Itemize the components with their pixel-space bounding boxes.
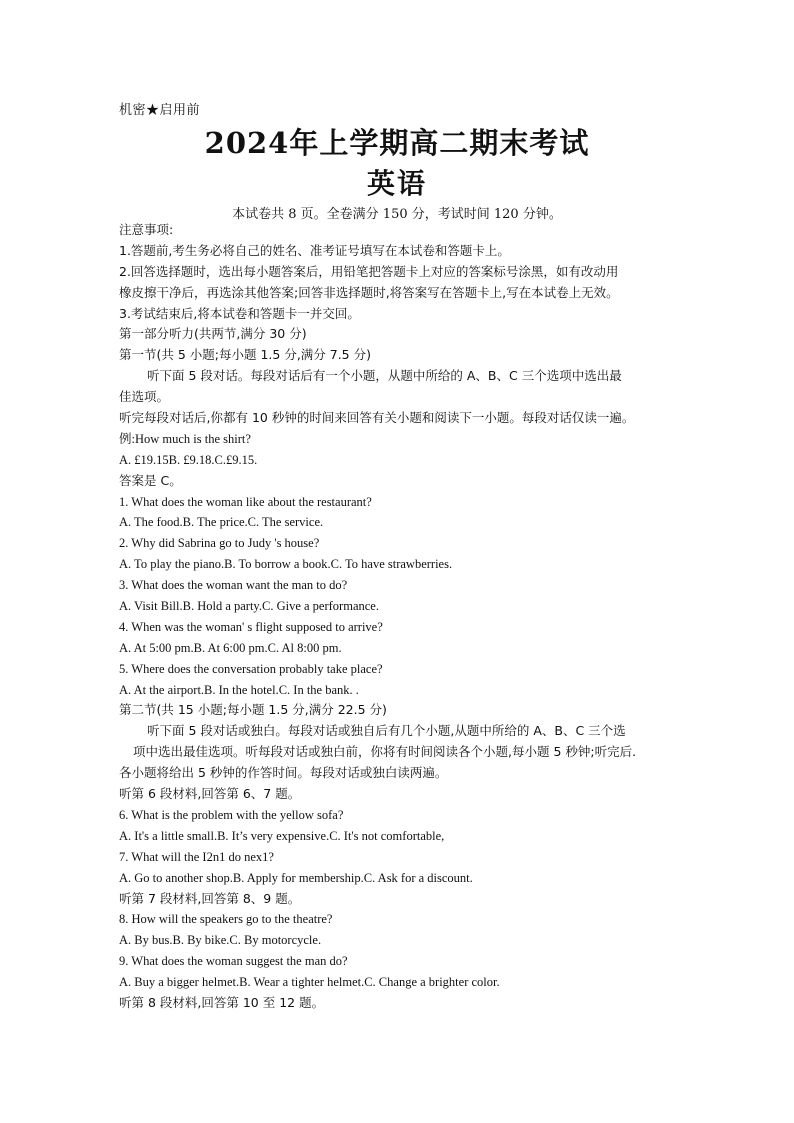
exam-body: [119, 220, 679, 1014]
text-line: 听下面 5 段对话或独白。每段对话或独自后有几个小题,从题中所给的 A、B、C 三个选: [147, 723, 626, 739]
text-line: A. It's a little small.B. It’s very expensive.C. It's not comfortable,: [119, 828, 445, 843]
text-line: 第一部分听力(共两节,满分 30 分): [119, 326, 307, 342]
text-line: 2. Why did Sabrina go to Judy 's house?: [119, 536, 320, 551]
text-line: 3.考试结束后,将本试卷和答题卡一并交回。: [119, 305, 360, 321]
text-line: 项中选出最佳选项。听每段对话或独白前，你将有时间阅读各个小题,每小题 5 秒钟;听完后.: [133, 744, 637, 760]
text-line: 7. What will the I2n1 do nex1?: [119, 849, 274, 864]
text-line: 答案是 C。: [119, 472, 182, 488]
subject-title: 英语: [366, 167, 427, 200]
text-line: 1.答题前,考生务必将自己的姓名、准考证号填写在本试卷和答题卡上。: [119, 242, 510, 258]
confidential-label: 机密★启用前: [119, 103, 201, 118]
text-line: A. To play the piano.B. To borrow a book.C. To have strawberries.: [119, 557, 453, 572]
text-line: A. The food.B. The price.C. The service.: [119, 515, 324, 530]
text-line: 听第 6 段材料,回答第 6、7 题。: [119, 786, 301, 802]
text-line: A. At the airport.B. In the hotel.C. In the bank. .: [119, 682, 359, 697]
text-line: 听完每段对话后,你都有 10 秒钟的时间来回答有关小题和阅读下一小题。每段对话仅读一遍。: [119, 410, 635, 426]
text-line: 第二节(共 15 小题;每小题 1.5 分,满分 22.5 分): [119, 702, 387, 718]
text-line: 6. What is the problem with the yellow sofa?: [119, 807, 344, 822]
text-line: 各小题将给出 5 秒钟的作答时间。每段对话或独白读两遍。: [119, 765, 448, 781]
text-line: 1. What does the woman like about the restaurant?: [119, 494, 372, 509]
text-line: A. £19.15B. £9.18.C.£9.15.: [119, 452, 258, 467]
text-line: 2.回答选择题时，选出每小题答案后，用铅笔把答题卡上对应的答案标号涂黑，如有改动用: [119, 263, 619, 279]
text-line: 8. How will the speakers go to the theatre?: [119, 912, 333, 927]
text-line: 4. When was the woman' s flight supposed to arrive?: [119, 619, 383, 634]
text-line: 听第 8 段材料,回答第 10 至 12 题。: [119, 994, 325, 1010]
text-line: 听下面 5 段对话。每段对话后有一个小题，从题中所给的 A、B、C 三个选项中选出最: [147, 368, 622, 384]
text-line: 5. Where does the conversation probably take place?: [119, 661, 383, 676]
text-line: 例:How much is the shirt?: [119, 431, 251, 446]
exam-info: 本试卷共 8 页。全卷满分 150 分，考试时间 120 分钟。: [232, 207, 562, 222]
text-line: A. At 5:00 pm.B. At 6:00 pm.C. Al 8:00 pm.: [119, 640, 342, 655]
text-line: A. Visit Bill.B. Hold a party.C. Give a performance.: [119, 599, 379, 614]
text-line: 注意事项:: [119, 222, 174, 237]
text-line: 9. What does the woman suggest the man do?: [119, 954, 348, 969]
text-line: A. Go to another shop.B. Apply for membership.C. Ask for a discount.: [119, 870, 473, 885]
text-line: 听第 7 段材料,回答第 8、9 题。: [119, 890, 301, 906]
exam-title: 2024年上学期高二期末考试: [204, 126, 590, 160]
text-line: 第一节(共 5 小题;每小题 1.5 分,满分 7.5 分): [119, 347, 371, 363]
text-line: 佳选项。: [119, 389, 170, 405]
text-line: A. By bus.B. By bike.C. By motorcycle.: [119, 933, 322, 948]
text-line: 橡皮擦干净后，再选涂其他答案;回答非选择题时,将答案写在答题卡上,写在本试卷上无效。: [119, 284, 619, 300]
text-line: 3. What does the woman want the man to do?: [119, 578, 348, 593]
text-line: A. Buy a bigger helmet.B. Wear a tighter helmet.C. Change a brighter color.: [119, 975, 500, 990]
